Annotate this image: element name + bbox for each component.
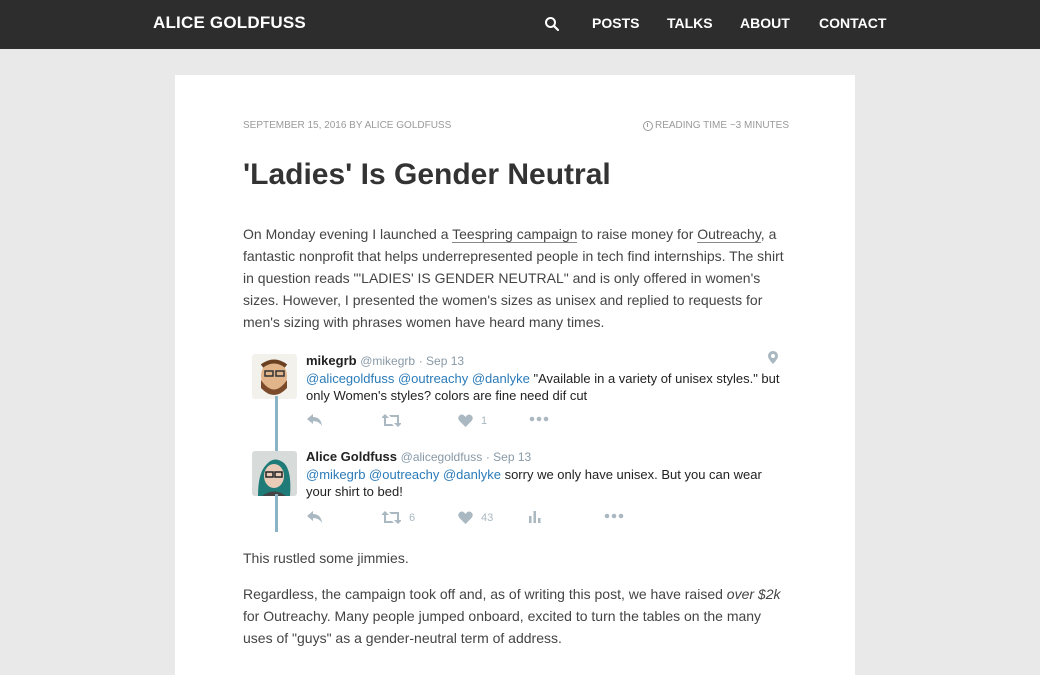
reading-time [643,120,789,131]
nav-talks-link[interactable]: TALKS [667,15,713,31]
more-button[interactable] [529,416,549,422]
p3-emphasis: over $2k [726,586,781,602]
reply-icon [307,511,323,523]
tweet-2-date[interactable]: · Sep 13 [485,450,532,464]
tweet-2-author[interactable] [306,449,531,464]
search-icon[interactable] [544,16,560,32]
tweet-2-name: Alice Goldfuss [306,449,398,464]
post-paragraph-2: This rustled some jimmies. [243,550,409,566]
avatar-mikegrb[interactable] [252,354,297,399]
like-button[interactable] [458,414,487,427]
more-dots-icon [529,416,549,422]
tweet-1-author[interactable] [306,353,464,368]
tweet-2-handle: @alicegoldfuss [400,450,483,464]
tweet-1-date[interactable]: · Sep 13 [418,354,465,368]
p1-text-a: On Monday evening I launched a [243,226,453,242]
nav-about-link[interactable]: ABOUT [740,15,790,31]
reply-icon [307,414,323,426]
post-author[interactable]: ALICE GOLDFUSS [364,120,452,131]
site-brand-link[interactable]: ALICE GOLDFUSS [153,13,306,32]
tweet-1-mentions[interactable]: @alicegoldfuss @outreachy @danlyke [306,371,530,386]
p3-text-a: Regardless, the campaign took off and, as of writing this post, we have raised [243,586,727,602]
tweet-1-like-count: 1 [481,414,488,427]
tweet-2-body: sorry we only have unisex. But you can wear your shirt to bed! [306,467,762,499]
analytics-button[interactable] [529,511,541,523]
like-button[interactable] [458,511,493,524]
tweet-1-text [306,370,786,404]
nav-posts-link[interactable]: POSTS [592,15,640,31]
post-title: 'Ladies' Is Gender Neutral [243,158,611,191]
tweet-1-name: mikegrb [306,353,357,368]
clock-icon [643,121,653,131]
tweet-1-handle: @mikegrb [360,354,416,368]
tweet-2-mentions[interactable]: @mikegrb @outreachy @danlyke [306,467,501,482]
more-button[interactable] [604,513,624,519]
tweet-2-like-count: 43 [481,511,494,524]
embedded-tweet-thread[interactable] [250,346,780,536]
teespring-link[interactable]: Teespring campaign [452,226,578,242]
p1-text-c: , a fantastic nonprofit that helps underrepresented people in tech find internships. The shirt in question reads "'LADIES' IS GENDER NEUTRAL" and is only offered in women's sizes. However, I presented the women's sizes as unisex and replied to requests for men's sizing with phrases women have heard many times. [243,226,784,330]
thread-connector [275,396,278,451]
thread-connector-2 [275,494,278,532]
retweet-icon [382,511,401,524]
more-dots-icon [604,513,624,519]
post-meta [243,120,451,131]
reply-button[interactable] [307,414,323,426]
p1-text-b: to raise money for [577,226,698,242]
analytics-icon [529,511,541,523]
retweet-icon [382,414,401,427]
tweet-2-text [306,466,786,500]
tweet-1-body: "Available in a variety of unisex styles." but only Women's styles? colors are fine need dif cut [306,371,780,403]
heart-icon [458,414,473,427]
outreachy-link[interactable]: Outreachy [697,226,761,242]
heart-icon [458,511,473,524]
post-paragraph-1 [243,223,788,333]
location-pin-icon [768,351,778,364]
tweet-2-retweet-count: 6 [409,511,416,524]
reply-button[interactable] [307,511,323,523]
p3-text-b: for Outreachy. Many people jumped onboard, excited to turn the tables on the many uses of "guys" as a gender-neutral term of address. [243,608,762,646]
top-navbar [0,0,1040,49]
post-date: SEPTEMBER 15, 2016 [243,120,347,131]
retweet-button[interactable] [382,414,401,427]
post-by: BY [349,120,363,131]
retweet-button[interactable] [382,511,415,524]
avatar-alicegoldfuss[interactable] [252,451,297,496]
nav-contact-link[interactable]: CONTACT [819,15,887,31]
post-paragraph-3 [243,583,788,649]
reading-time-text: READING TIME ~3 MINUTES [655,120,790,131]
